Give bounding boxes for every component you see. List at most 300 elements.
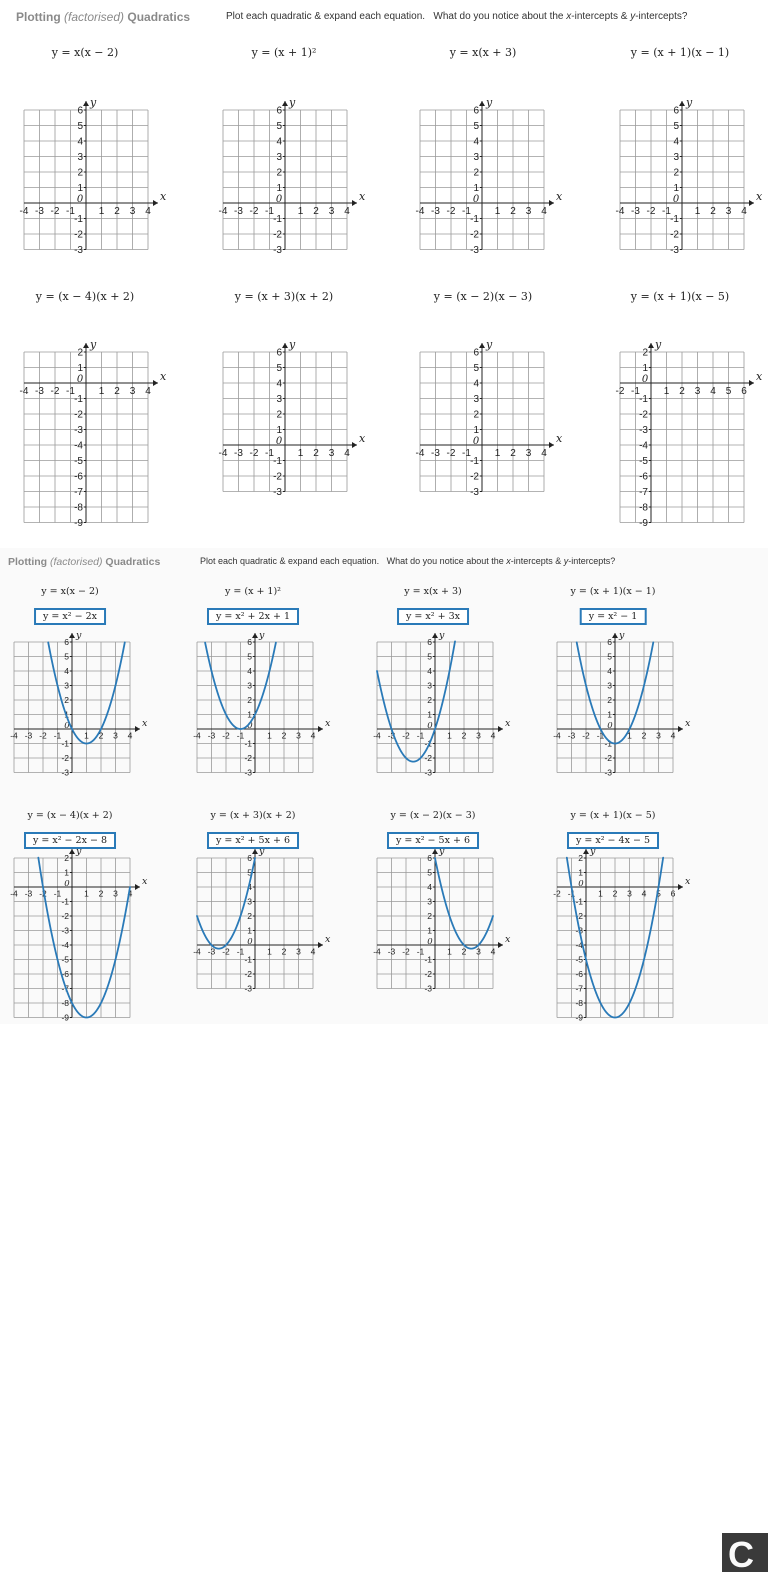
x-tick-label: 4: [641, 888, 647, 899]
y-tick-label: -9: [61, 1012, 69, 1023]
x-tick-label: -3: [207, 946, 216, 957]
x-tick-label: 2: [510, 206, 516, 217]
y-tick-label: 1: [473, 183, 479, 194]
worksheet-title: Plotting (factorised) Quadratics: [16, 10, 191, 24]
y-tick-label: 6: [276, 105, 282, 117]
x-tick-label: -2: [39, 730, 47, 741]
y-tick-label: -5: [575, 954, 583, 965]
y-tick-label: -9: [74, 518, 83, 529]
y-axis-arrow: [479, 343, 485, 348]
x-tick-label: -1: [236, 730, 245, 741]
x-tick-label: 3: [725, 206, 732, 217]
y-tick-label: -9: [575, 1012, 583, 1023]
y-tick-label: -2: [273, 229, 282, 241]
y-tick-label: -4: [575, 939, 583, 950]
y-tick-label: -3: [470, 487, 479, 498]
y-tick-label: 5: [276, 121, 282, 132]
x-tick-label: -3: [234, 206, 243, 217]
y-tick-label: 1: [276, 425, 282, 436]
y-axis-label: y: [590, 846, 596, 857]
x-tick-label: -4: [193, 946, 201, 957]
y-tick-label: 1: [473, 425, 479, 436]
y-axis-label: y: [486, 96, 493, 109]
y-axis-arrow: [612, 633, 618, 638]
x-tick-label: -4: [218, 448, 228, 459]
y-tick-label: 6: [276, 347, 282, 359]
x-tick-label: 3: [476, 946, 481, 957]
y-tick-label: 3: [427, 680, 432, 691]
x-tick-label: -2: [582, 730, 590, 741]
x-tick-label: -1: [567, 888, 576, 899]
x-tick-label: 4: [127, 888, 133, 899]
x-tick-label: 1: [447, 946, 452, 957]
x-tick-label: 1: [267, 730, 272, 741]
y-tick-label: 4: [276, 136, 282, 148]
y-tick-label: 3: [427, 896, 432, 907]
x-tick-label: -2: [249, 206, 259, 217]
coordinate-grid: [543, 632, 691, 779]
x-tick-label: -4: [553, 730, 561, 741]
y-tick-label: -4: [639, 440, 648, 452]
y-axis-label: y: [90, 96, 97, 109]
y-tick-label: 3: [247, 680, 252, 691]
y-axis-label: y: [289, 96, 296, 109]
y-tick-label: 5: [607, 651, 612, 662]
x-tick-label: 2: [313, 206, 319, 217]
y-tick-label: -1: [244, 738, 252, 749]
y-tick-label: -1: [74, 394, 83, 405]
question-equation: y = (x − 4)(x + 2): [35, 290, 135, 303]
question-equation: y = (x + 3)(x + 2): [210, 810, 296, 821]
x-axis-arrow: [549, 200, 554, 206]
x-tick-label: -1: [662, 206, 671, 217]
x-tick-label: -3: [387, 730, 396, 741]
origin-label: 0: [427, 721, 433, 731]
y-tick-label: 4: [673, 136, 679, 148]
x-tick-label: -3: [24, 730, 33, 741]
question-equation: y = (x + 1)²: [251, 46, 317, 59]
x-tick-label: 4: [127, 730, 133, 741]
y-tick-label: -5: [639, 456, 648, 467]
x-tick-label: -1: [462, 206, 471, 217]
x-tick-label: -4: [373, 730, 381, 741]
y-axis-arrow: [252, 633, 258, 638]
y-tick-label: -3: [604, 767, 612, 778]
y-tick-label: -2: [575, 910, 583, 921]
x-tick-label: -4: [615, 206, 625, 217]
y-tick-label: 2: [578, 852, 583, 863]
y-tick-label: 5: [473, 363, 479, 374]
x-tick-label: 1: [84, 888, 89, 899]
x-tick-label: 1: [84, 730, 89, 741]
expanded-equation-box: y = x² + 2x + 1: [207, 608, 299, 625]
x-axis-label: x: [142, 718, 148, 729]
origin-label: 0: [275, 194, 283, 205]
y-tick-label: -1: [639, 394, 648, 405]
y-tick-label: 5: [77, 121, 83, 132]
x-tick-label: -3: [35, 206, 44, 217]
y-tick-label: -8: [61, 997, 69, 1008]
x-tick-label: -2: [50, 206, 60, 217]
x-tick-label: -2: [402, 946, 410, 957]
question-equation: y = (x + 1)(x − 5): [630, 290, 730, 303]
expanded-equation-box: y = x² + 3x: [397, 608, 469, 625]
y-axis-label: y: [619, 630, 625, 641]
y-tick-label: 4: [64, 665, 69, 676]
y-tick-label: 1: [578, 867, 583, 878]
x-tick-label: -1: [462, 448, 471, 459]
y-tick-label: 4: [427, 881, 432, 892]
y-tick-label: -5: [61, 954, 69, 965]
y-axis-label: y: [439, 846, 445, 857]
coordinate-grid: [209, 96, 366, 256]
x-axis-label: x: [685, 876, 691, 887]
x-tick-label: 3: [129, 386, 136, 397]
origin-label: 0: [275, 436, 283, 447]
y-tick-label: -1: [273, 456, 282, 467]
x-tick-label: 3: [525, 206, 532, 217]
x-axis-label: x: [756, 370, 763, 383]
x-tick-label: -1: [236, 946, 245, 957]
y-axis-label: y: [289, 338, 296, 351]
x-tick-label: -2: [50, 386, 60, 397]
question-equation: y = (x − 4)(x + 2): [27, 810, 113, 821]
x-axis-label: x: [756, 190, 763, 203]
y-tick-label: 6: [427, 636, 432, 647]
expanded-equation-box: y = x² − 1: [580, 608, 647, 625]
y-tick-label: -6: [61, 968, 69, 979]
origin-label: 0: [76, 374, 84, 385]
coordinate-grid: [606, 338, 763, 529]
y-tick-label: 1: [673, 183, 679, 194]
x-axis-label: x: [359, 190, 366, 203]
origin-label: 0: [672, 194, 680, 205]
y-tick-label: -3: [424, 767, 432, 778]
x-tick-label: -2: [249, 448, 259, 459]
y-tick-label: 6: [77, 105, 83, 117]
y-tick-label: 3: [473, 152, 479, 163]
y-axis-arrow: [432, 633, 438, 638]
x-tick-label: -4: [218, 206, 228, 217]
y-tick-label: -3: [273, 487, 282, 498]
x-tick-label: 4: [145, 206, 151, 217]
y-tick-label: -1: [74, 214, 83, 225]
x-tick-label: 2: [313, 448, 319, 459]
y-axis-label: y: [439, 630, 445, 641]
x-tick-label: 4: [490, 946, 496, 957]
coordinate-grid: [606, 96, 763, 256]
y-tick-label: -1: [470, 456, 479, 467]
x-tick-label: -3: [631, 206, 640, 217]
x-axis-label: x: [505, 718, 511, 729]
coordinate-grid: [0, 848, 148, 1024]
y-tick-label: 2: [247, 910, 252, 921]
y-tick-label: 6: [64, 636, 69, 647]
y-tick-label: -4: [74, 440, 83, 452]
origin-label: 0: [641, 374, 649, 385]
x-axis-arrow: [498, 726, 503, 732]
coordinate-grid: [363, 632, 511, 779]
x-axis-label: x: [685, 718, 691, 729]
y-tick-label: 2: [607, 694, 612, 705]
x-axis-label: x: [325, 718, 331, 729]
y-tick-label: 6: [607, 636, 612, 647]
y-tick-label: 1: [427, 709, 432, 720]
y-tick-label: 1: [77, 363, 83, 374]
x-tick-label: -1: [53, 888, 62, 899]
y-tick-label: -4: [61, 939, 69, 950]
y-tick-label: 5: [64, 651, 69, 662]
coordinate-grid: [406, 96, 563, 256]
y-tick-label: -2: [244, 752, 252, 763]
y-tick-label: -2: [273, 471, 282, 483]
y-tick-label: -6: [74, 471, 83, 483]
question-equation: y = (x + 1)(x − 5): [570, 810, 656, 821]
y-axis-arrow: [648, 343, 654, 348]
x-tick-label: -4: [415, 448, 425, 459]
x-axis-label: x: [556, 190, 563, 203]
x-tick-label: -3: [387, 946, 396, 957]
coordinate-grid: [183, 848, 331, 995]
x-axis-arrow: [678, 884, 683, 890]
y-axis-arrow: [83, 101, 89, 106]
x-tick-label: -3: [207, 730, 216, 741]
x-tick-label: 3: [113, 888, 118, 899]
y-axis-label: y: [486, 338, 493, 351]
y-tick-label: 1: [607, 709, 612, 720]
y-tick-label: -3: [244, 983, 252, 994]
y-tick-label: -2: [244, 968, 252, 979]
x-tick-label: 3: [113, 730, 118, 741]
y-tick-label: -1: [604, 738, 612, 749]
x-axis-label: x: [160, 370, 167, 383]
worksheet-instructions: Plot each quadratic & expand each equation. What do you notice about the x-intercepts & y-intercepts?: [200, 556, 616, 566]
y-tick-label: 2: [247, 694, 252, 705]
y-tick-label: 5: [247, 651, 252, 662]
y-tick-label: 2: [77, 167, 83, 179]
y-tick-label: -3: [470, 245, 479, 256]
x-tick-label: 1: [663, 386, 670, 397]
x-tick-label: -1: [631, 386, 640, 397]
x-tick-label: 5: [656, 888, 661, 899]
x-tick-label: -4: [193, 730, 201, 741]
origin-label: 0: [427, 937, 433, 947]
y-tick-label: 5: [247, 867, 252, 878]
y-tick-label: -1: [575, 896, 583, 907]
y-tick-label: -8: [74, 502, 83, 514]
y-tick-label: 5: [427, 651, 432, 662]
y-tick-label: 4: [247, 665, 252, 676]
x-tick-label: 1: [297, 206, 304, 217]
y-tick-label: 4: [276, 378, 282, 390]
y-tick-label: -3: [244, 767, 252, 778]
x-tick-label: 4: [344, 206, 350, 217]
x-axis-arrow: [352, 442, 357, 448]
y-tick-label: -3: [670, 245, 679, 256]
y-tick-label: -2: [470, 229, 479, 241]
worksheet-blank: [0, 0, 768, 548]
y-tick-label: -5: [74, 456, 83, 467]
y-axis-label: y: [259, 630, 265, 641]
coordinate-grid: [209, 338, 366, 498]
y-tick-label: 6: [673, 105, 679, 117]
y-tick-label: -1: [670, 214, 679, 225]
y-tick-label: 1: [77, 183, 83, 194]
y-tick-label: -6: [639, 471, 648, 483]
y-tick-label: -1: [470, 214, 479, 225]
x-tick-label: 3: [694, 386, 701, 397]
x-tick-label: 4: [310, 946, 316, 957]
y-tick-label: 3: [473, 394, 479, 405]
y-tick-label: -3: [61, 925, 69, 936]
x-tick-label: 3: [627, 888, 632, 899]
y-tick-label: 3: [607, 680, 612, 691]
x-tick-label: -3: [24, 888, 33, 899]
expanded-equation-box: y = x² − 2x − 8: [24, 832, 116, 849]
expanded-equation-box: y = x² − 4x − 5: [567, 832, 659, 849]
x-tick-label: 4: [710, 386, 716, 397]
y-tick-label: 2: [64, 852, 69, 863]
x-tick-label: -1: [265, 448, 274, 459]
y-tick-label: 4: [247, 881, 252, 892]
y-tick-label: -3: [61, 767, 69, 778]
x-tick-label: 4: [344, 448, 350, 459]
y-tick-label: 2: [77, 347, 83, 359]
y-axis-label: y: [76, 630, 82, 641]
y-tick-label: 5: [673, 121, 679, 132]
y-tick-label: -2: [639, 409, 648, 421]
y-tick-label: 2: [427, 694, 432, 705]
x-axis-label: x: [359, 432, 366, 445]
y-axis-arrow: [282, 343, 288, 348]
x-tick-label: 1: [98, 206, 105, 217]
x-tick-label: -4: [19, 206, 29, 217]
y-axis-label: y: [90, 338, 97, 351]
x-axis-arrow: [352, 200, 357, 206]
y-tick-label: -2: [61, 910, 69, 921]
x-tick-label: -2: [402, 730, 410, 741]
x-tick-label: -2: [446, 206, 456, 217]
y-tick-label: 1: [642, 363, 648, 374]
worksheet-header: [0, 548, 768, 572]
y-tick-label: 5: [427, 867, 432, 878]
x-tick-label: 1: [297, 448, 304, 459]
origin-label: 0: [64, 721, 70, 731]
y-tick-label: 6: [247, 852, 252, 863]
y-tick-label: -2: [424, 968, 432, 979]
y-tick-label: 1: [247, 925, 252, 936]
x-axis-arrow: [749, 200, 754, 206]
x-tick-label: 2: [98, 730, 104, 741]
y-tick-label: 4: [77, 136, 83, 148]
parabola-curve: [38, 858, 130, 1018]
y-tick-label: 6: [247, 636, 252, 647]
y-axis-arrow: [69, 849, 75, 854]
y-axis-label: y: [686, 96, 693, 109]
y-tick-label: -8: [575, 997, 583, 1008]
coordinate-grid: [10, 96, 167, 256]
worksheet-answers: [0, 548, 768, 1575]
question-equation: y = (x − 2)(x − 3): [433, 290, 533, 303]
y-tick-label: 2: [276, 167, 282, 179]
origin-label: 0: [472, 436, 480, 447]
question-equation: y = x(x − 2): [51, 46, 119, 59]
x-tick-label: 2: [281, 730, 287, 741]
y-tick-label: 2: [64, 694, 69, 705]
x-axis-arrow: [318, 726, 323, 732]
x-axis-arrow: [135, 884, 140, 890]
y-tick-label: -3: [74, 245, 83, 256]
y-tick-label: -7: [639, 487, 648, 498]
x-tick-label: 2: [114, 386, 120, 397]
x-tick-label: 3: [296, 946, 301, 957]
y-tick-label: 5: [276, 363, 282, 374]
x-tick-label: -3: [234, 448, 243, 459]
x-tick-label: 4: [310, 730, 316, 741]
x-tick-label: 2: [710, 206, 716, 217]
y-tick-label: -1: [244, 954, 252, 965]
y-tick-label: 3: [276, 152, 282, 163]
y-tick-label: -2: [670, 229, 679, 241]
worksheet-title: Plotting (factorised) Quadratics: [8, 556, 161, 568]
x-axis-arrow: [135, 726, 140, 732]
y-tick-label: -1: [61, 738, 69, 749]
x-axis-label: x: [325, 934, 331, 945]
x-tick-label: 1: [494, 206, 501, 217]
y-tick-label: 3: [673, 152, 679, 163]
x-tick-label: 1: [447, 730, 452, 741]
x-axis-arrow: [678, 726, 683, 732]
coordinate-grid: [10, 338, 167, 529]
x-tick-label: 2: [461, 730, 467, 741]
origin-label: 0: [578, 879, 584, 889]
x-tick-label: 1: [98, 386, 105, 397]
x-tick-label: 3: [328, 206, 335, 217]
expanded-equation-box: y = x² + 5x + 6: [207, 832, 299, 849]
question-equation: y = x(x + 3): [404, 586, 462, 597]
y-axis-arrow: [479, 101, 485, 106]
y-tick-label: 4: [427, 665, 432, 676]
x-tick-label: -3: [431, 206, 440, 217]
y-tick-label: 2: [427, 910, 432, 921]
x-tick-label: 3: [656, 730, 661, 741]
y-tick-label: 2: [473, 167, 479, 179]
brand-logo: C: [722, 1533, 768, 1572]
x-tick-label: 1: [494, 448, 501, 459]
x-tick-label: 4: [541, 206, 547, 217]
x-tick-label: 2: [510, 448, 516, 459]
x-tick-label: -3: [35, 386, 44, 397]
x-axis-arrow: [498, 942, 503, 948]
x-tick-label: 2: [98, 888, 104, 899]
x-axis-label: x: [556, 432, 563, 445]
y-tick-label: 4: [473, 378, 479, 390]
y-tick-label: -3: [639, 425, 648, 436]
worksheet-header: [0, 0, 768, 24]
x-tick-label: -2: [222, 946, 230, 957]
x-tick-label: 4: [490, 730, 496, 741]
question-equation: y = x(x + 3): [449, 46, 517, 59]
coordinate-grid: [406, 338, 563, 498]
y-tick-label: -9: [639, 518, 648, 529]
y-tick-label: -3: [74, 425, 83, 436]
question-equation: y = (x + 1)(x − 1): [630, 46, 730, 59]
y-axis-label: y: [655, 338, 662, 351]
x-tick-label: 6: [670, 888, 676, 899]
y-axis-arrow: [252, 849, 258, 854]
x-tick-label: -1: [66, 206, 75, 217]
y-tick-label: 2: [473, 409, 479, 421]
